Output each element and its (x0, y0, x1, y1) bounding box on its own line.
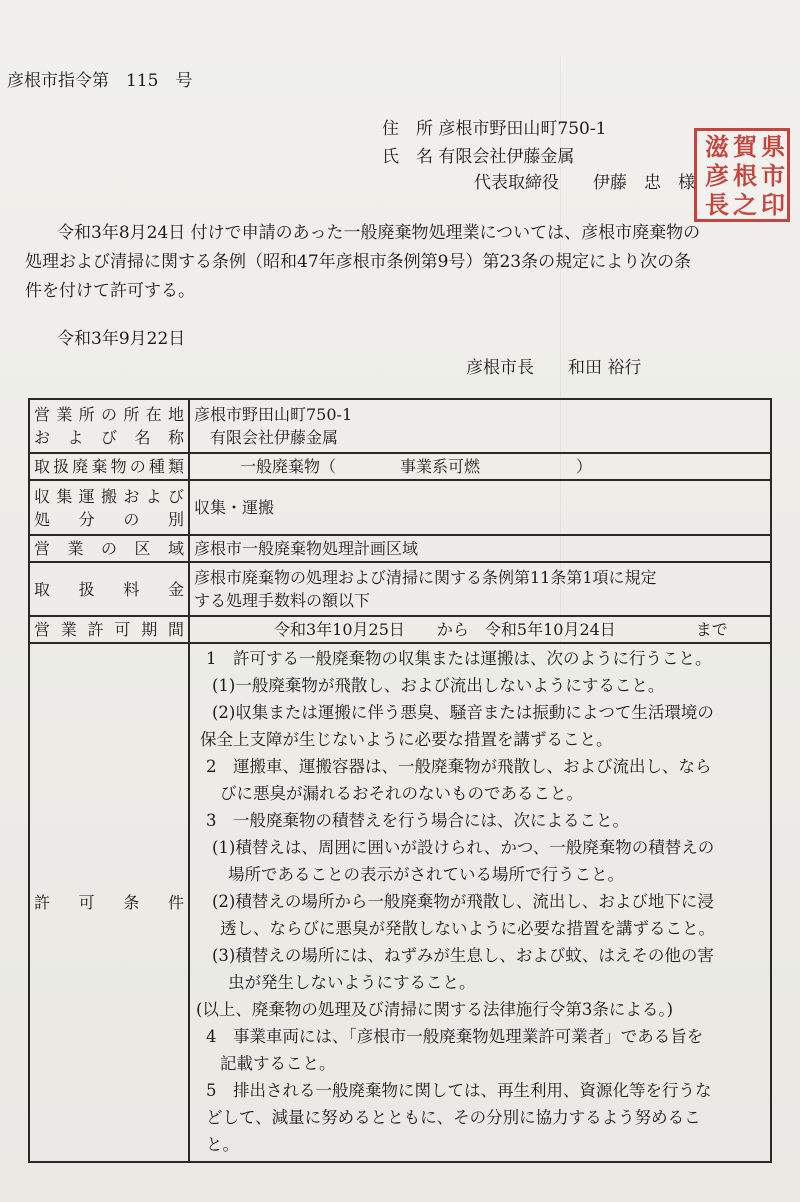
table-row (29, 399, 771, 453)
seal-char: 滋 (705, 132, 729, 161)
label-line: 取 扱 料 金 (34, 579, 184, 599)
label-line: お よ び 名 称 (34, 428, 184, 447)
condition-line: 1 許可する一般廃棄物の収集または運搬は、次のように行うこと。 (206, 649, 712, 668)
condition-line: どして、減量に努めるとともに、その分別に協力するよう努めるこ (206, 1108, 701, 1127)
seal-char: 賀 (733, 132, 757, 161)
issue-date: 令和3年9月22日 (57, 329, 186, 349)
condition-line: (2)収集または運搬に伴う悪臭、騒音または振動によつて生活環境の (212, 703, 714, 722)
condition-line: 3 一般廃棄物の積替えを行う場合には、次によること。 (206, 811, 629, 830)
seal-char: 之 (733, 190, 757, 219)
seal-char: 根 (733, 161, 757, 190)
label-line: 収 集 運 搬 お よ び (34, 486, 184, 506)
label-line: 営 業 許 可 期 間 (34, 620, 184, 639)
label-line: 許 可 条 件 (34, 893, 184, 912)
area-value: 彦根市一般廃棄物処理計画区域 (189, 535, 771, 562)
address-value: 彦根市野田山町750-1 (438, 119, 607, 139)
address-label: 住 所 (382, 119, 433, 139)
seal-char: 長 (705, 190, 729, 219)
conditions-label (29, 643, 189, 1162)
seal-char: 県 (761, 132, 785, 161)
collection-value: 収集・運搬 (189, 480, 771, 535)
condition-line: (2)積替えの場所から一般廃棄物が飛散し、流出し、および地下に浸 (212, 892, 714, 911)
office-value: 彦根市野田山町750-1 有限会社伊藤金属 (189, 399, 771, 453)
condition-line: 保全上支障が生じないように必要な措置を講ずること。 (200, 730, 613, 749)
label-line: 取 扱 廃 棄 物 の 種 類 (34, 457, 184, 476)
seal-char: 市 (761, 161, 785, 190)
table-row (29, 480, 771, 535)
official-seal (694, 128, 790, 222)
condition-line: 5 排出される一般廃棄物に関しては、再生利用、資源化等を行うな (206, 1081, 712, 1100)
name-line (382, 142, 574, 167)
table-row (29, 535, 771, 562)
body-line: 令和3年8月24日 付けで申請のあった一般廃棄物処理業については、彦根市廃棄物の (57, 223, 701, 243)
office-label (29, 399, 189, 453)
table-row (29, 643, 771, 1162)
fee-value: 彦根市廃棄物の処理および清掃に関する条例第11条第1項に規定 する処理手数料の額以下 (189, 562, 771, 616)
collection-label (29, 480, 189, 535)
waste-type-label (29, 453, 189, 480)
body-line: 件を付けて許可する。 (25, 281, 195, 301)
fee-label (29, 562, 189, 616)
condition-line: 虫が発生しないようにすること。 (228, 973, 476, 992)
condition-line: (3)積替えの場所には、ねずみが生息し、および蚊、はえその他の害 (212, 946, 714, 965)
condition-line: 2 運搬車、運搬容器は、一般廃棄物が飛散し、および流出し、なら (206, 757, 712, 776)
waste-type-value: 一般廃棄物（ 事業系可燃 ） (189, 453, 771, 480)
conditions-list (189, 643, 771, 1162)
seal-char: 彦 (705, 161, 729, 190)
condition-line: 記載すること。 (220, 1054, 336, 1073)
address-line (382, 114, 606, 139)
table-row (29, 453, 771, 480)
period-label (29, 616, 189, 643)
permit-table (28, 398, 772, 1163)
condition-line: 場所であることの表示がされている場所で行うこと。 (228, 865, 624, 884)
label-line: 営 業 の 区 域 (34, 539, 184, 558)
name-label: 氏 名 (382, 147, 433, 167)
condition-line: (1)一般廃棄物が飛散し、および流出しないようにすること。 (212, 676, 665, 695)
table-row (29, 562, 771, 616)
label-line: 処 分 の 別 (34, 509, 184, 529)
area-label (29, 535, 189, 562)
body-line: 処理および清掃に関する条例（昭和47年彦根市条例第9号）第23条の規定により次の条 (25, 252, 692, 272)
signer: 彦根市長 和田 裕行 (466, 358, 642, 378)
period-value: 令和3年10月25日 から 令和5年10月24日 まで (189, 616, 771, 643)
condition-line: 4 事業車両には、「彦根市一般廃棄物処理業許可業者」である旨を (206, 1027, 704, 1046)
table-row (29, 616, 771, 643)
seal-char: 印 (761, 190, 785, 219)
condition-line: 透し、ならびに悪臭が発散しないように必要な措置を講ずること。 (220, 919, 715, 938)
condition-line: (1)積替えは、周囲に囲いが設けられ、かつ、一般廃棄物の積替えの (212, 838, 715, 857)
condition-line: びに悪臭が漏れるおそれのないものであること。 (220, 784, 583, 803)
label-line: 営 業 所 の 所 在 地 (34, 405, 184, 424)
condition-line: (以上、廃棄物の処理及び清掃に関する法律施行令第3条による。) (196, 1000, 674, 1019)
condition-line: と。 (206, 1135, 239, 1154)
name-value: 有限会社伊藤金属 (438, 147, 575, 167)
order-number: 彦根市指令第 115 号 (7, 71, 193, 91)
representative: 代表取締役 伊藤 忠 様 (474, 173, 695, 193)
